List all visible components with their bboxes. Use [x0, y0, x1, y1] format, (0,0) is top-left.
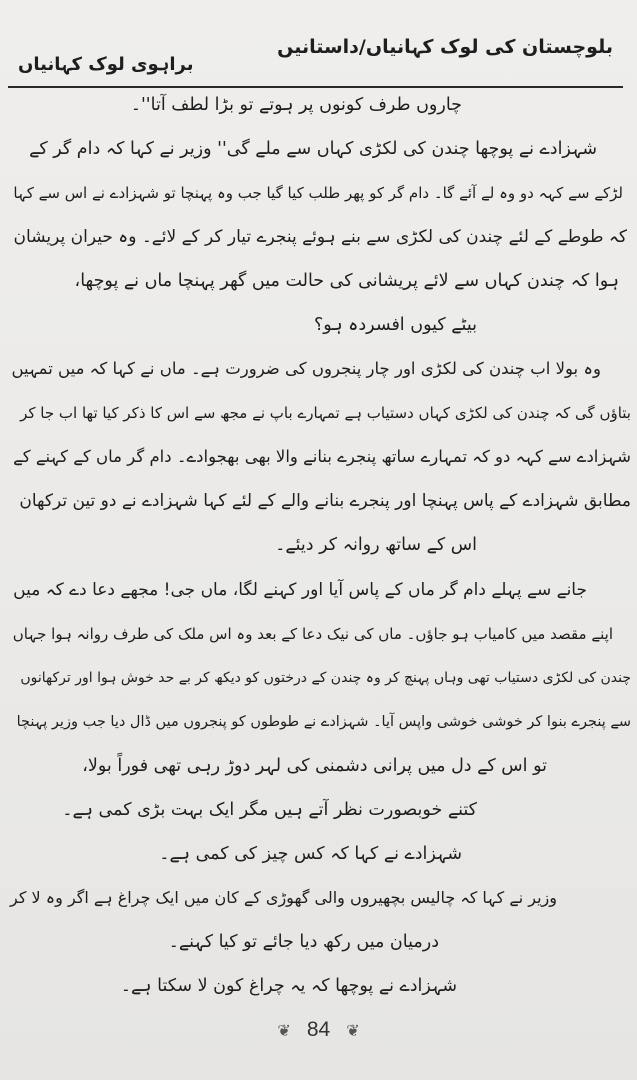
- text-line: اس کے ساتھ روانہ کر دیئے۔: [275, 535, 477, 555]
- text-line: شہزادے نے پوچھا چندن کی لکڑی کہاں سے ملے گی'' وزیر نے کہا کہ دام گر کے: [29, 139, 597, 159]
- text-line: شہزادے نے کہا کہ کس چیز کی کمی ہے۔: [159, 844, 462, 864]
- text-line: وزیر نے کہا کہ چالیس بچھیروں والی گھوڑی کے کان میں ایک چراغ ہے اگر وہ لا کر: [10, 888, 557, 907]
- text-line: کتنے خوبصورت نظر آتے ہیں مگر ایک بہت بڑی کمی ہے۔: [62, 800, 477, 820]
- text-line: چندن کی لکڑی دستیاب تھی وہاں پہنچ کر وہ چندن کے درختوں کو دیکھ کر بے حد خوش ہوا اور ترکھانوں: [20, 670, 631, 686]
- text-line: سے پنجرے بنوا کر خوشی خوشی واپس آیا۔ شہزادے نے طوطوں کو پنجروں میں ڈال دیا جب وزیر پہنچا: [16, 714, 631, 730]
- text-line: شہزادے نے پوچھا کہ یہ چراغ کون لا سکتا ہے۔: [120, 976, 457, 996]
- page-number: 84: [306, 1018, 331, 1041]
- text-line: کہ طوطے کے لئے چندن کی لکڑی سے بنے ہوئے پنجرے تیار کر کے لائے۔ وہ حیران پریشان: [13, 227, 627, 247]
- ornament-right-icon: ❦: [346, 1020, 360, 1040]
- page-footer: [0, 1018, 637, 1058]
- story-text: [0, 90, 637, 1010]
- section-title: براہوی لوک کہانیاں: [18, 54, 194, 75]
- ornament-left-icon: ❦: [277, 1020, 291, 1040]
- text-line: تو اس کے دل میں پرانی دشمنی کی لہر دوڑ رہی تھی فوراً بولا،: [82, 756, 547, 776]
- text-line: وہ بولا اب چندن کی لکڑی اور چار پنجروں کی ضرورت ہے۔ ماں نے کہا کہ میں تمہیں: [11, 359, 601, 378]
- text-line: بیٹے کیوں افسردہ ہو؟: [313, 315, 477, 335]
- text-line: لڑکے سے کہہ دو وہ لے آئے گا۔ دام گر کو پھر طلب کیا گیا جب وہ پہنچا تو شہزادے نے اس سے کہا: [13, 184, 623, 202]
- running-header: [10, 32, 619, 82]
- book-title: بلوچستان کی لوک کہانیاں/داستانیں: [277, 36, 613, 58]
- text-line: چاروں طرف کونوں پر ہوتے تو بڑا لطف آتا''۔: [130, 95, 462, 115]
- text-line: ہوا کہ چندن کہاں سے لائے پریشانی کی حالت میں گھر پہنچا ماں نے پوچھا،: [74, 271, 619, 291]
- text-line: اپنے مقصد میں کامیاب ہو جاؤں۔ ماں کی نیک دعا کے بعد وہ اس ملک کی طرف روانہ ہوا جہاں: [12, 625, 613, 643]
- text-line: شہزادے سے کہہ دو کہ تمہارے ساتھ پنجرے بنانے والا بھی بھجوادے۔ دام گر ماں کے کہنے کے: [13, 447, 631, 466]
- text-line: بتاؤں گی کہ چندن کی لکڑی کہاں دستیاب ہے تمہارے باپ نے مجھ سے اس کا ذکر کیا تھا اب جا کر: [20, 404, 631, 422]
- header-divider: [8, 86, 623, 88]
- text-line: درمیان میں رکھ دیا جائے تو کیا کہنے۔: [168, 932, 439, 952]
- text-line: جانے سے پہلے دام گر ماں کے پاس آیا اور کہنے لگا، ماں جی! مجھے دعا دے کہ میں: [13, 580, 587, 600]
- text-line: مطابق شہزادے کے پاس پہنچا اور پنجرے بنانے والے کے لئے کہا شہزادے نے دو تین ترکھان: [19, 491, 631, 511]
